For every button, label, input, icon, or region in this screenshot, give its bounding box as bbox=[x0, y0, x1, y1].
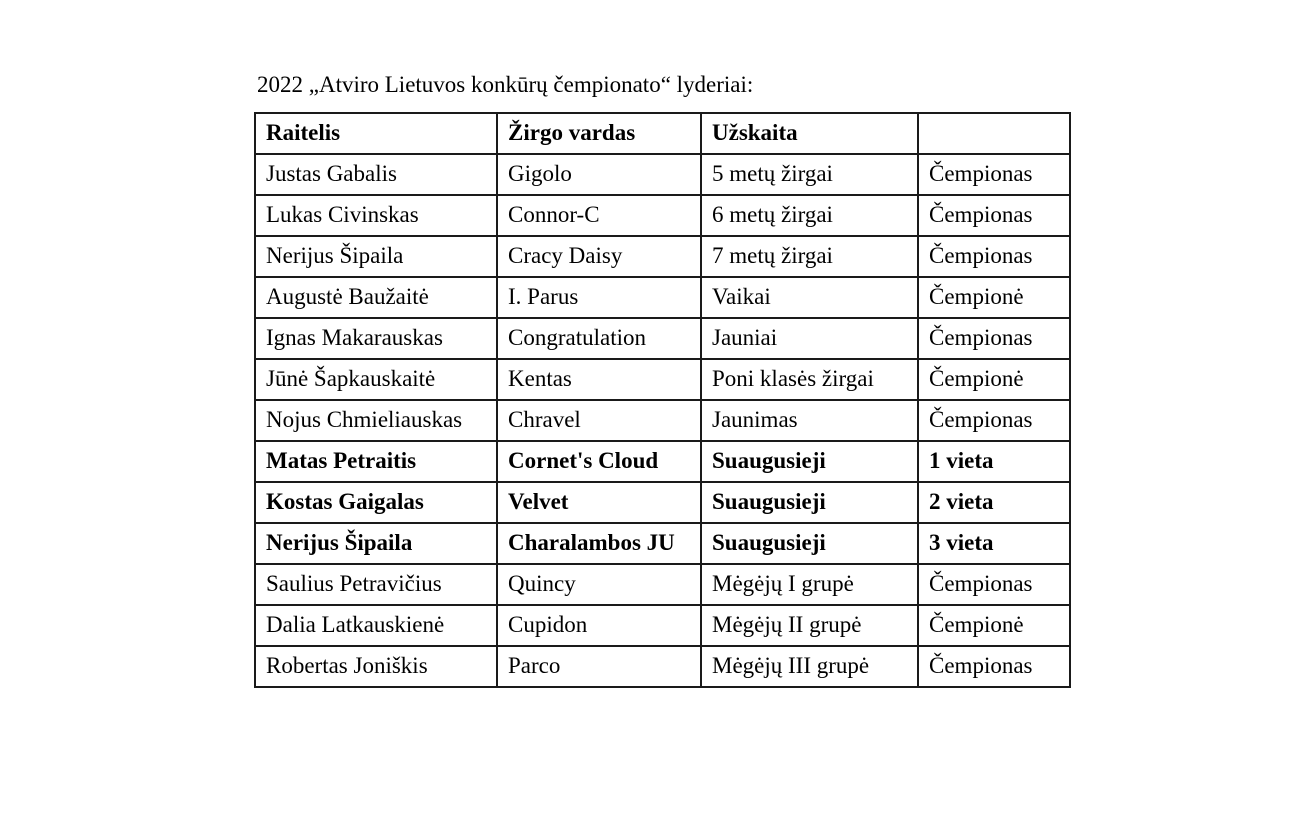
cell-rider: Robertas Joniškis bbox=[255, 646, 497, 687]
cell-rider: Saulius Petravičius bbox=[255, 564, 497, 605]
header-rider: Raitelis bbox=[255, 113, 497, 154]
cell-category: Suaugusieji bbox=[701, 523, 918, 564]
cell-rider: Augustė Baužaitė bbox=[255, 277, 497, 318]
cell-category: 6 metų žirgai bbox=[701, 195, 918, 236]
cell-horse-name: I. Parus bbox=[497, 277, 701, 318]
cell-result: Čempionė bbox=[918, 359, 1070, 400]
cell-category: Mėgėjų III grupė bbox=[701, 646, 918, 687]
cell-result: Čempionė bbox=[918, 605, 1070, 646]
cell-result: Čempionas bbox=[918, 564, 1070, 605]
cell-rider: Justas Gabalis bbox=[255, 154, 497, 195]
cell-rider: Matas Petraitis bbox=[255, 441, 497, 482]
leaders-table-body bbox=[255, 113, 1070, 687]
cell-category: Vaikai bbox=[701, 277, 918, 318]
cell-rider: Dalia Latkauskienė bbox=[255, 605, 497, 646]
cell-rider: Ignas Makarauskas bbox=[255, 318, 497, 359]
cell-result: 3 vieta bbox=[918, 523, 1070, 564]
table-header-row bbox=[255, 113, 1070, 154]
cell-result: Čempionė bbox=[918, 277, 1070, 318]
table-row bbox=[255, 400, 1070, 441]
table-row bbox=[255, 564, 1070, 605]
cell-category: 5 metų žirgai bbox=[701, 154, 918, 195]
cell-horse-name: Quincy bbox=[497, 564, 701, 605]
cell-result: Čempionas bbox=[918, 236, 1070, 277]
cell-category: Jauniai bbox=[701, 318, 918, 359]
cell-horse-name: Gigolo bbox=[497, 154, 701, 195]
leaders-table bbox=[254, 112, 1071, 688]
cell-horse-name: Charalambos JU bbox=[497, 523, 701, 564]
cell-horse-name: Kentas bbox=[497, 359, 701, 400]
cell-rider: Nerijus Šipaila bbox=[255, 523, 497, 564]
table-row bbox=[255, 236, 1070, 277]
cell-horse-name: Velvet bbox=[497, 482, 701, 523]
table-row bbox=[255, 277, 1070, 318]
cell-category: 7 metų žirgai bbox=[701, 236, 918, 277]
document-title: 2022 „Atviro Lietuvos konkūrų čempionato“ lyderiai: bbox=[257, 72, 754, 97]
table-row bbox=[255, 605, 1070, 646]
cell-result: Čempionas bbox=[918, 400, 1070, 441]
cell-result: Čempionas bbox=[918, 195, 1070, 236]
table-row bbox=[255, 523, 1070, 564]
cell-rider: Nojus Chmieliauskas bbox=[255, 400, 497, 441]
cell-category: Jaunimas bbox=[701, 400, 918, 441]
cell-category: Mėgėjų I grupė bbox=[701, 564, 918, 605]
cell-result: Čempionas bbox=[918, 646, 1070, 687]
table-row bbox=[255, 359, 1070, 400]
cell-rider: Kostas Gaigalas bbox=[255, 482, 497, 523]
cell-result: 1 vieta bbox=[918, 441, 1070, 482]
cell-rider: Nerijus Šipaila bbox=[255, 236, 497, 277]
header-result bbox=[918, 113, 1070, 154]
cell-rider: Lukas Civinskas bbox=[255, 195, 497, 236]
cell-horse-name: Cracy Daisy bbox=[497, 236, 701, 277]
cell-horse-name: Connor-C bbox=[497, 195, 701, 236]
cell-horse-name: Parco bbox=[497, 646, 701, 687]
table-row bbox=[255, 441, 1070, 482]
cell-horse-name: Chravel bbox=[497, 400, 701, 441]
cell-category: Suaugusieji bbox=[701, 441, 918, 482]
table-row bbox=[255, 195, 1070, 236]
cell-horse-name: Congratulation bbox=[497, 318, 701, 359]
cell-category: Poni klasės žirgai bbox=[701, 359, 918, 400]
cell-result: 2 vieta bbox=[918, 482, 1070, 523]
table-row bbox=[255, 154, 1070, 195]
header-horse-name: Žirgo vardas bbox=[497, 113, 701, 154]
cell-category: Mėgėjų II grupė bbox=[701, 605, 918, 646]
cell-horse-name: Cornet's Cloud bbox=[497, 441, 701, 482]
cell-category: Suaugusieji bbox=[701, 482, 918, 523]
table-row bbox=[255, 646, 1070, 687]
cell-result: Čempionas bbox=[918, 154, 1070, 195]
cell-rider: Jūnė Šapkauskaitė bbox=[255, 359, 497, 400]
cell-result: Čempionas bbox=[918, 318, 1070, 359]
table-row bbox=[255, 482, 1070, 523]
cell-horse-name: Cupidon bbox=[497, 605, 701, 646]
table-row bbox=[255, 318, 1070, 359]
header-category: Užskaita bbox=[701, 113, 918, 154]
